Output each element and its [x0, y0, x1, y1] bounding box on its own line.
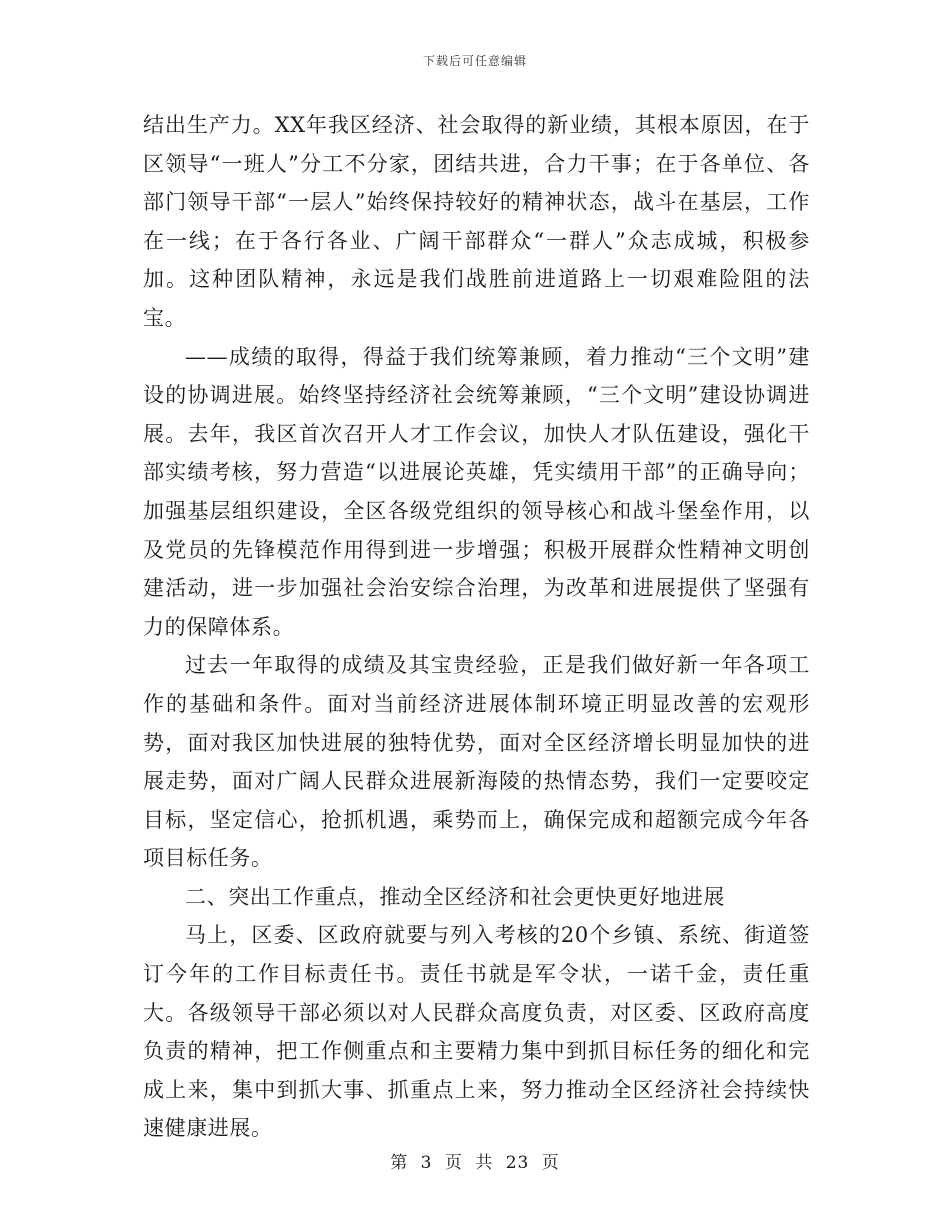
page-number-footer: 第 3 页 共 23 页: [390, 1153, 560, 1173]
paragraph-3: 过去一年取得的成绩及其宝贵经验，正是我们做好新一年各项工作的基础和条件。面对当前经济进展体制环境正明显改善的宏观形势，面对我区加快进展的独特优势，面对全区经济增长明显加快的进展走势，面对广阔人民群众进展新海陵的热情态势，我们一定要咬定目标，坚定信心，抢抓机遇，乘势而上，确保完成和超额完成今年各项目标任务。: [143, 653, 810, 871]
paragraph-2: ——成绩的取得，得益于我们统筹兼顾，着力推动“三个文明”建设的协调进展。始终坚持经济社会统筹兼顾，“三个文明”建设协调进展。去年，我区首次召开人才工作会议，加快人才队伍建设，强化干部实绩考核，努力营造“以进展论英雄，凭实绩用干部”的正确导向；加强基层组织建设，全区各级党组织的领导核心和战斗堡垒作用，以及党员的先锋模范作用得到进一步增强；积极开展群众性精神文明创建活动，进一步加强社会治安综合治理，为改革和进展提供了坚强有力的保障体系。: [143, 344, 810, 639]
page-header: 下载后可任意编辑: [422, 54, 527, 68]
paragraph-4: 马上，区委、区政府就要与列入考核的20个乡镇、系统、街道签订今年的工作目标责任书。责任书就是军令状，一诺千金，责任重大。各级领导干部必须以对人民群众高度负责，对区委、区政府高度负责的精神，把工作侧重点和主要精力集中到抓目标任务的细化和完成上来，集中到抓大事、抓重点上来，努力推动全区经济社会持续快速健康进展。: [143, 923, 810, 1141]
document-body: [143, 106, 810, 1148]
section-heading: 二、突出工作重点，推动全区经济和社会更快更好地进展: [185, 884, 725, 909]
paragraph-1: 结出生产力。XX年我区经济、社会取得的新业绩，其根本原因，在于区领导“一班人”分工不分家，团结共进，合力干事；在于各单位、各部门领导干部“一层人”始终保持较好的精神状态，战斗在基层，工作在一线；在于各行各业、广阔干部群众“一群人”众志成城，积极参加。这种团队精神，永远是我们战胜前进道路上一切艰难险阻的法宝。: [143, 113, 810, 330]
